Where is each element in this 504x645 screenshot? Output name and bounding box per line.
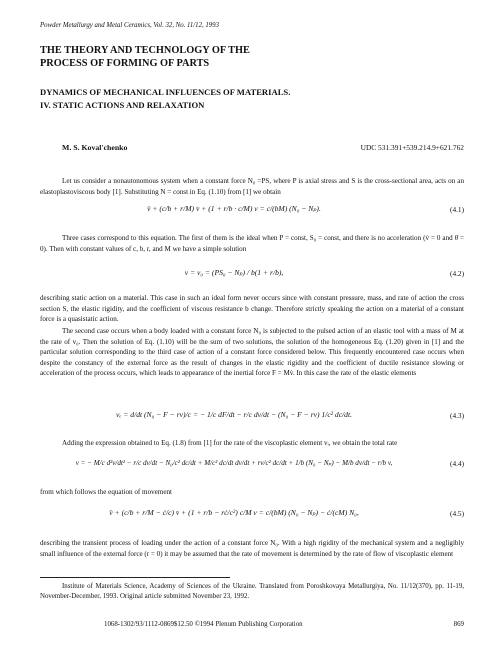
equation-expr: v = v₀ = (PS₀ − Nₚ) / b(1 + r/b),	[184, 268, 284, 277]
paragraph-2: Three cases correspond to this equation. The first of them is the ideal when P = const, S₀ = const, and there is no acceleration (v̇ = 0 and θ̇ = 0). Then with constant values of c, b, r, and M we have a simple solution	[40, 234, 464, 253]
equation-4-2	[40, 265, 464, 283]
title-line-1: THE THEORY AND TECHNOLOGY OF THE	[40, 45, 250, 56]
equation-expr: v̈ + (c/b + r/M − ċ/c) v̇ + (1 + r/b − rċ/c²) c/M v = c/(bM) (N₀ − Nₚ) − ċ/(cM) N₀,	[109, 508, 359, 517]
equation-number: (4.3)	[450, 411, 464, 420]
paper-title	[40, 44, 470, 70]
paragraph-5: Adding the expression obtained to Eq. (1.8) from [1] for the rate of the viscoplastic element vᵢ, we obtain the total rate	[62, 439, 398, 447]
equation-number: (4.1)	[450, 205, 464, 214]
equation-expr: v̈ + (c/b + r/M) v̇ + (1 + r/b · c/M) v = c/(bM) (N₀ − Nₚ).	[147, 204, 321, 213]
equation-number: (4.5)	[450, 509, 464, 518]
paragraph-1: Let us consider a nonautonomous system when a constant force N₀ =PS, where P is axial stress and S is the cross-sectional area, acts on an elastoplastoviscous body [1]. Substituting N = const in Eq. (1.10) from [1] we obtain	[40, 177, 464, 196]
paper-subtitle	[40, 86, 470, 112]
udc-code: UDC 531.391+539.214.9+621.762	[360, 143, 464, 152]
copyright-line: 1068-1302/93/1112-0869$12.50 ©1994 Plenum Publishing Corporation	[104, 621, 303, 628]
title-line-2: PROCESS OF FORMING OF PARTS	[40, 58, 210, 69]
equation-expr: vₑ = d/dt (N₀ − F − rv)/c = − 1/c dF/dt − r/c dv/dt − (N₀ − F − rv) 1/c² dc/dt.	[116, 410, 352, 419]
equation-number: (4.2)	[450, 269, 464, 278]
journal-header: Powder Metallurgy and Metal Ceramics, Vol. 32, No. 11/12, 1993	[40, 22, 219, 29]
footnote-divider	[40, 577, 230, 578]
footnote: Institute of Materials Science, Academy of Sciences of the Ukraine. Translated from Poroshkovaya Metallurgiya, No. 11/12(370), pp. 11-19, November-December, 1993. Original article submitted November 23, 1992.	[40, 583, 464, 600]
equation-4-5	[40, 505, 464, 523]
paragraph-3: describing static action on a material. This case in such an ideal form never occurs since with constant pressure, mass, and rate of action the cross section S, the elastic rigidity, and the coefficient of viscous resistance b change. Therefore strictly speaking the action on a material of a constant force is a quasistatic action.	[40, 294, 464, 324]
author-name: M. S. Koval'chenko	[62, 143, 128, 152]
equation-4-3	[40, 407, 464, 425]
paragraph-4: The second case occurs when a body loaded with a constant force N₀ is subjected to the pulsed action of an elastic tool with a mass of M at the rate of v₀. Then the solution of Eq. (1.10) will be the sum of two solutions, the solution of the homogeneous Eq. (1.20) given in [1] and the particular solution corresponding to the third case of action of a constant force considered below. This frequently encountered case occurs when despite the constancy of the external force as the result of changes in the elastic rigidity and the coefficient of ductile resistance slowing or acceleration of the process occurs, which leads to appearance of the inertial force F = Mv̇. In this case the rate of the elastic elements	[40, 327, 464, 378]
equation-4-4	[40, 455, 464, 473]
subtitle-line-2: IV. STATIC ACTIONS AND RELAXATION	[40, 100, 205, 110]
equation-expr: v = − M/c d²v/dt² − r/c dv/dt − N₀/c² dc/dt + M/c² dc/dt dv/dt + rv/c² dc/dt + 1/b (N₀ − Nₚ) − M/b dv/dt − r/b v,	[75, 459, 393, 467]
paragraph-6: from which follows the equation of movement	[40, 488, 172, 496]
page-number: 869	[453, 621, 464, 628]
subtitle-line-1: DYNAMICS OF MECHANICAL INFLUENCES OF MATERIALS.	[40, 87, 291, 97]
equation-number: (4.4)	[450, 459, 464, 468]
paragraph-7: describing the transient process of loading under the action of a constant force N₀. With a high rigidity of the mechanical system and a negligibly small influence of the external force (r = 0) it may be assumed that the rate of movement is determined by the rate of flow of viscoplastic element	[40, 539, 464, 558]
equation-4-1	[40, 201, 464, 219]
